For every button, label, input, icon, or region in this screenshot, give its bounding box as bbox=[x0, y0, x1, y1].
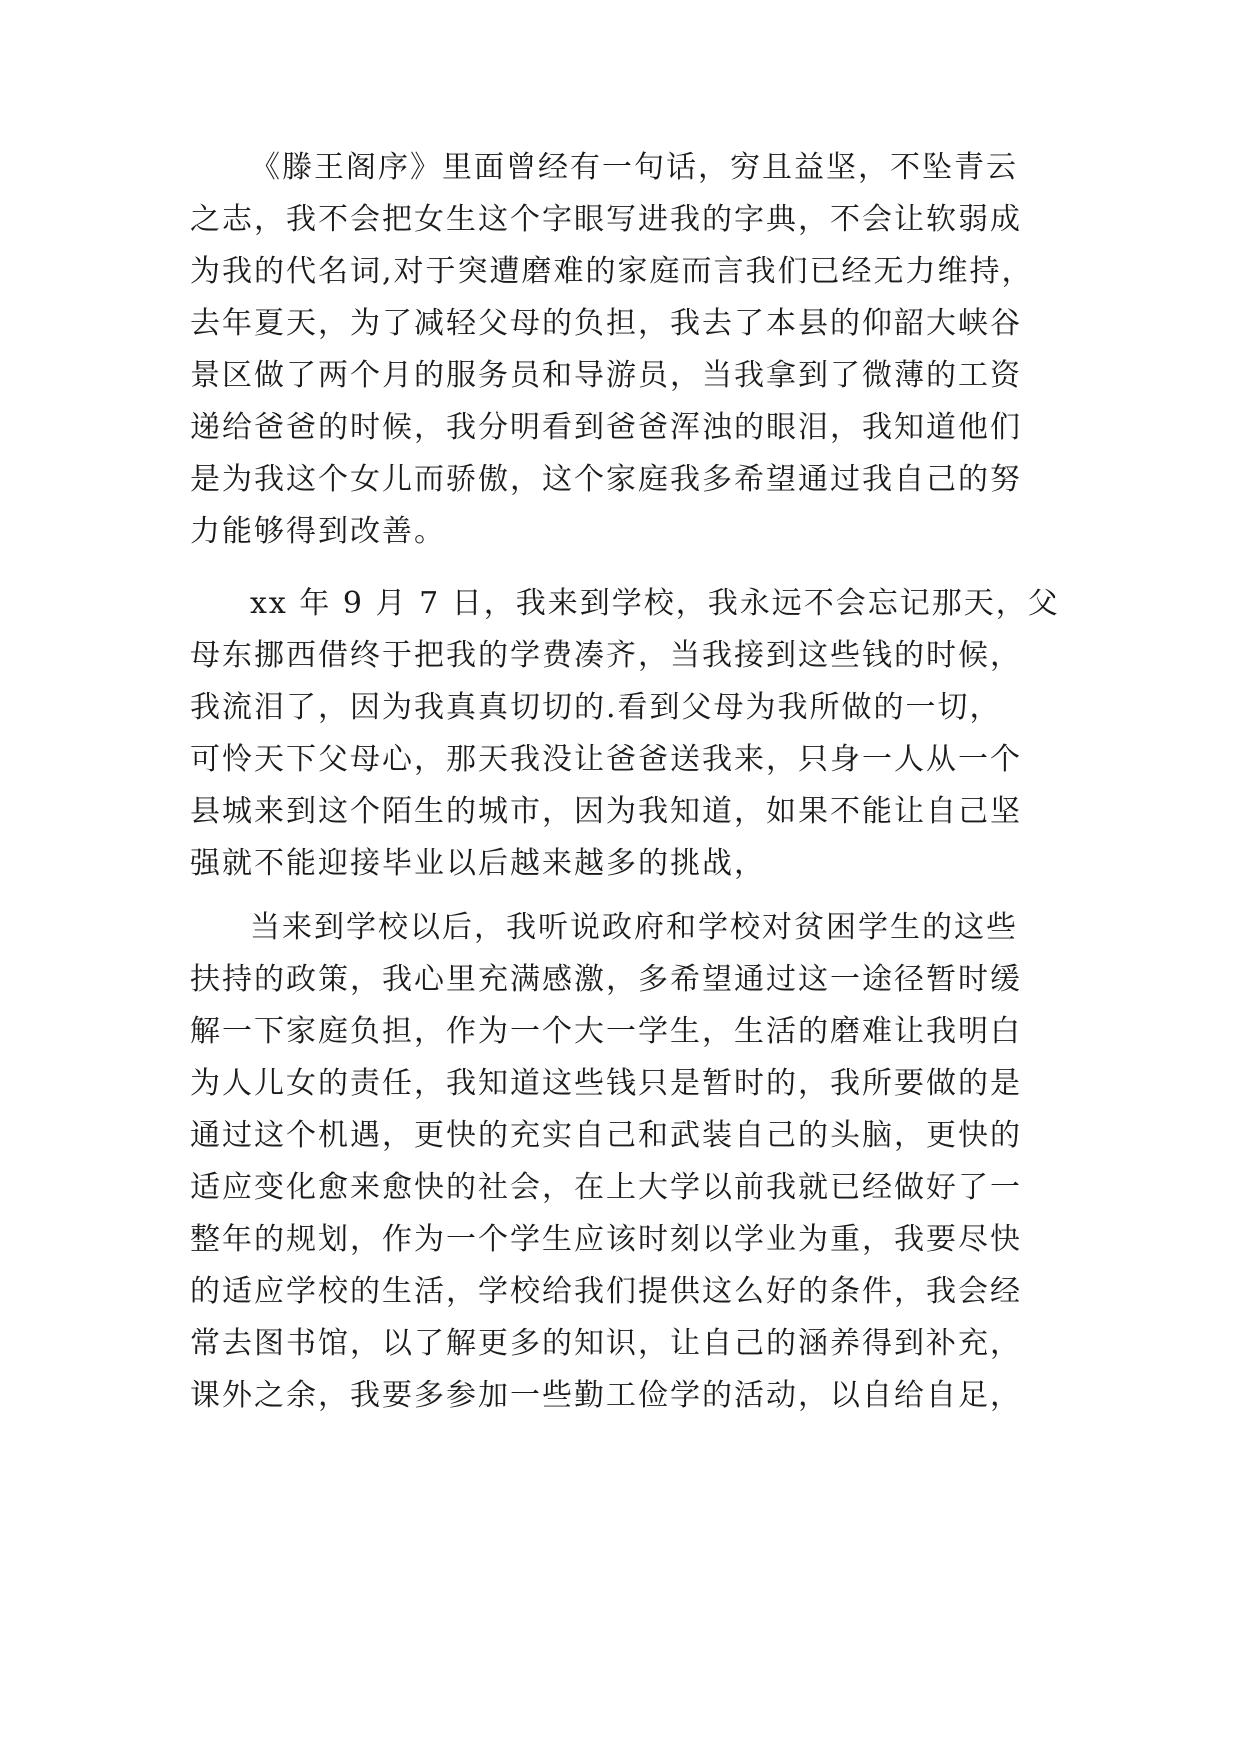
paragraph-1-line-2: 之志，我不会把女生这个字眼写进我的字典，不会让软弱成 bbox=[190, 202, 1022, 237]
paragraph-3-line-2: 扶持的政策，我心里充满感激，多希望通过这一途径暂时缓 bbox=[190, 962, 1022, 997]
paragraph-3-line-7: 整年的规划，作为一个学生应该时刻以学业为重，我要尽快 bbox=[190, 1222, 1022, 1257]
paragraph-1-line-1: 《滕王阁序》里面曾经有一句话，穷且益坚，不坠青云 bbox=[250, 150, 1018, 185]
paragraph-3-line-4: 为人儿女的责任，我知道这些钱只是暂时的，我所要做的是 bbox=[190, 1066, 1022, 1101]
paragraph-1-line-7: 是为我这个女儿而骄傲，这个家庭我多希望通过我自己的努 bbox=[190, 462, 1022, 497]
paragraph-3-line-10: 课外之余，我要多参加一些勤工俭学的活动，以自给自足， bbox=[190, 1378, 1022, 1413]
paragraph-3-line-3: 解一下家庭负担，作为一个大一学生，生活的磨难让我明白 bbox=[190, 1014, 1022, 1049]
paragraph-2-line-1: xx 年 9 月 7 日，我来到学校，我永远不会忘记那天，父 bbox=[250, 586, 1060, 621]
paragraph-3-line-1: 当来到学校以后，我听说政府和学校对贫困学生的这些 bbox=[250, 910, 1018, 945]
paragraph-1-line-8: 力能够得到改善。 bbox=[190, 514, 446, 549]
paragraph-2-line-2: 母东挪西借终于把我的学费凑齐，当我接到这些钱的时候， bbox=[190, 638, 1022, 673]
paragraph-3-line-8: 的适应学校的生活，学校给我们提供这么好的条件，我会经 bbox=[190, 1274, 1022, 1309]
paragraph-3-line-5: 通过这个机遇，更快的充实自己和武装自己的头脑，更快的 bbox=[190, 1118, 1022, 1153]
paragraph-2-line-4: 可怜天下父母心，那天我没让爸爸送我来，只身一人从一个 bbox=[190, 742, 1022, 777]
paragraph-2-line-3: 我流泪了，因为我真真切切的.看到父母为我所做的一切， bbox=[190, 690, 1002, 725]
paragraph-1-line-5: 景区做了两个月的服务员和导游员，当我拿到了微薄的工资 bbox=[190, 358, 1022, 393]
paragraph-3-line-9: 常去图书馆，以了解更多的知识，让自己的涵养得到补充， bbox=[190, 1326, 1022, 1361]
paragraph-1-line-3: 为我的代名词,对于突遭磨难的家庭而言我们已经无力维持， bbox=[190, 254, 1034, 289]
paragraph-2-line-5: 县城来到这个陌生的城市，因为我知道，如果不能让自己坚 bbox=[190, 794, 1022, 829]
paragraph-1-line-6: 递给爸爸的时候，我分明看到爸爸浑浊的眼泪，我知道他们 bbox=[190, 410, 1022, 445]
paragraph-3-line-6: 适应变化愈来愈快的社会，在上大学以前我就已经做好了一 bbox=[190, 1170, 1022, 1205]
paragraph-2-line-6: 强就不能迎接毕业以后越来越多的挑战， bbox=[190, 846, 766, 881]
paragraph-1-line-4: 去年夏天，为了减轻父母的负担，我去了本县的仰韶大峡谷 bbox=[190, 306, 1022, 341]
